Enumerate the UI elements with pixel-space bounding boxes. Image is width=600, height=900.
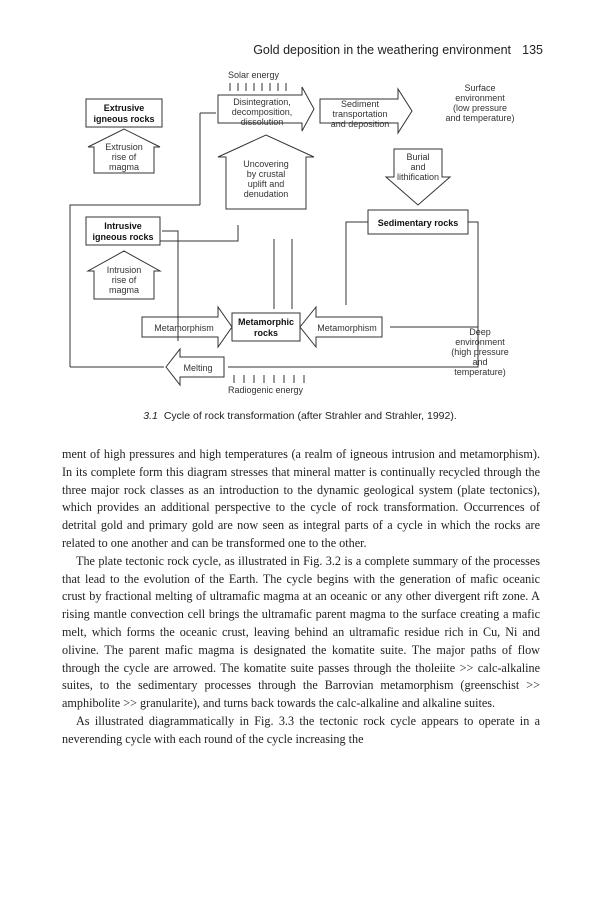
svg-text:and deposition: and deposition: [330, 119, 390, 129]
radiogenic-energy-arrows: [234, 375, 304, 383]
svg-text:Disintegration,: Disintegration,: [233, 97, 291, 107]
svg-text:and: and: [410, 162, 426, 172]
melting-label: Melting: [183, 363, 213, 373]
svg-text:by crustal: by crustal: [246, 169, 286, 179]
figure-number: 3.1: [143, 410, 158, 422]
figure-caption: [0, 410, 600, 422]
body-text: [62, 446, 540, 749]
svg-text:decomposition,: decomposition,: [231, 107, 293, 117]
svg-text:transportation: transportation: [332, 109, 388, 119]
svg-text:and: and: [472, 357, 488, 367]
svg-text:rise of: rise of: [111, 275, 137, 285]
svg-text:Surface: Surface: [464, 83, 496, 93]
disintegration-label: [232, 97, 293, 127]
paragraph-2: The plate tectonic rock cycle, as illustrated in Fig. 3.2 is a complete summary of the processes that lead to the evolution of the Earth. The cycle begins with the generation of mafic oceanic crust by fractional melting of ultramafic magma at an oceanic or any other divergent rift zone. A rising mantle convection cell brings the ultramafic parent magma to the surface creating a mafic melt, which forms the oceanic crust, leaving behind an ultramafic residue rich in Cu, Ni and olivine. The parent mafic magma is designated the komatite suite. The major paths of flow through the cycle are arrowed. The komatite suite passes through the tholeiite >> calc-alkaline suites, to the sedimentary processes through the Barrovian metamorphism (greenschist >> amphibolite >> granularite), and turns back towards the calc-alkaline and alkaline suites.: [62, 553, 540, 711]
surface-environment-label: [445, 83, 514, 123]
paragraph-1: ment of high pressures and high temperatures (a realm of igneous intrusion and metamorphism). In its complete form this diagram stresses that mineral matter is continually recycled through the three major rock classes as an introduction to the dynamic geological system (plate tectonics), which provides an additional perspective to the cycle of rock transformation. Occurrences of detrital gold and primary gold are now seen as integral parts of a cycle in which the rocks are related to one another and can be transformed one to the other.: [62, 447, 540, 550]
paragraph-3: As illustrated diagrammatically in Fig. 3.3 the tectonic rock cycle appears to operate in a neverending cycle with each round of the cycle increasing the: [62, 713, 540, 746]
svg-text:Extrusive: Extrusive: [103, 103, 145, 113]
solar-energy-arrows: [230, 83, 286, 91]
svg-text:dissolution: dissolution: [240, 117, 284, 127]
solar-energy-label: Solar energy: [228, 70, 280, 80]
radiogenic-energy-label: Radiogenic energy: [228, 385, 304, 395]
svg-text:Intrusive: Intrusive: [104, 221, 142, 231]
running-title: Gold deposition in the weathering environment: [253, 43, 511, 57]
svg-text:magma: magma: [108, 285, 140, 295]
svg-text:environment: environment: [455, 93, 505, 103]
svg-text:magma: magma: [108, 162, 140, 172]
svg-text:Intrusion: Intrusion: [106, 265, 142, 275]
deep-environment-label: [451, 327, 509, 377]
svg-text:igneous rocks: igneous rocks: [93, 114, 155, 124]
svg-text:igneous rocks: igneous rocks: [92, 232, 154, 242]
svg-text:rocks: rocks: [253, 328, 279, 338]
svg-text:denudation: denudation: [243, 189, 289, 199]
svg-text:uplift and: uplift and: [247, 179, 285, 189]
svg-text:Uncovering: Uncovering: [243, 159, 289, 169]
intrusion-label: [107, 265, 142, 295]
svg-text:(high pressure: (high pressure: [451, 347, 509, 357]
page-number: 135: [522, 43, 543, 57]
metamorphism-right-label: Metamorphism: [317, 323, 377, 333]
svg-text:Burial: Burial: [406, 152, 430, 162]
caption-text: Cycle of rock transformation (after Strahler and Strahler, 1992).: [163, 410, 457, 422]
uncovering-label: [243, 159, 289, 199]
svg-text:Sediment: Sediment: [340, 99, 380, 109]
svg-text:and temperature): and temperature): [445, 113, 515, 123]
metamorphism-left-label: Metamorphism: [154, 323, 214, 333]
svg-text:temperature): temperature): [454, 367, 506, 377]
sedimentary-label: Sedimentary rocks: [377, 218, 459, 228]
svg-text:rise of: rise of: [111, 152, 137, 162]
svg-text:Metamorphic: Metamorphic: [237, 317, 295, 327]
rock-cycle-diagram: [60, 65, 520, 395]
svg-text:lithification: lithification: [396, 172, 440, 182]
svg-text:(low pressure: (low pressure: [452, 103, 508, 113]
svg-text:environment: environment: [455, 337, 505, 347]
running-header: [0, 43, 600, 63]
svg-text:Deep: Deep: [469, 327, 491, 337]
svg-text:Extrusion: Extrusion: [105, 142, 143, 152]
